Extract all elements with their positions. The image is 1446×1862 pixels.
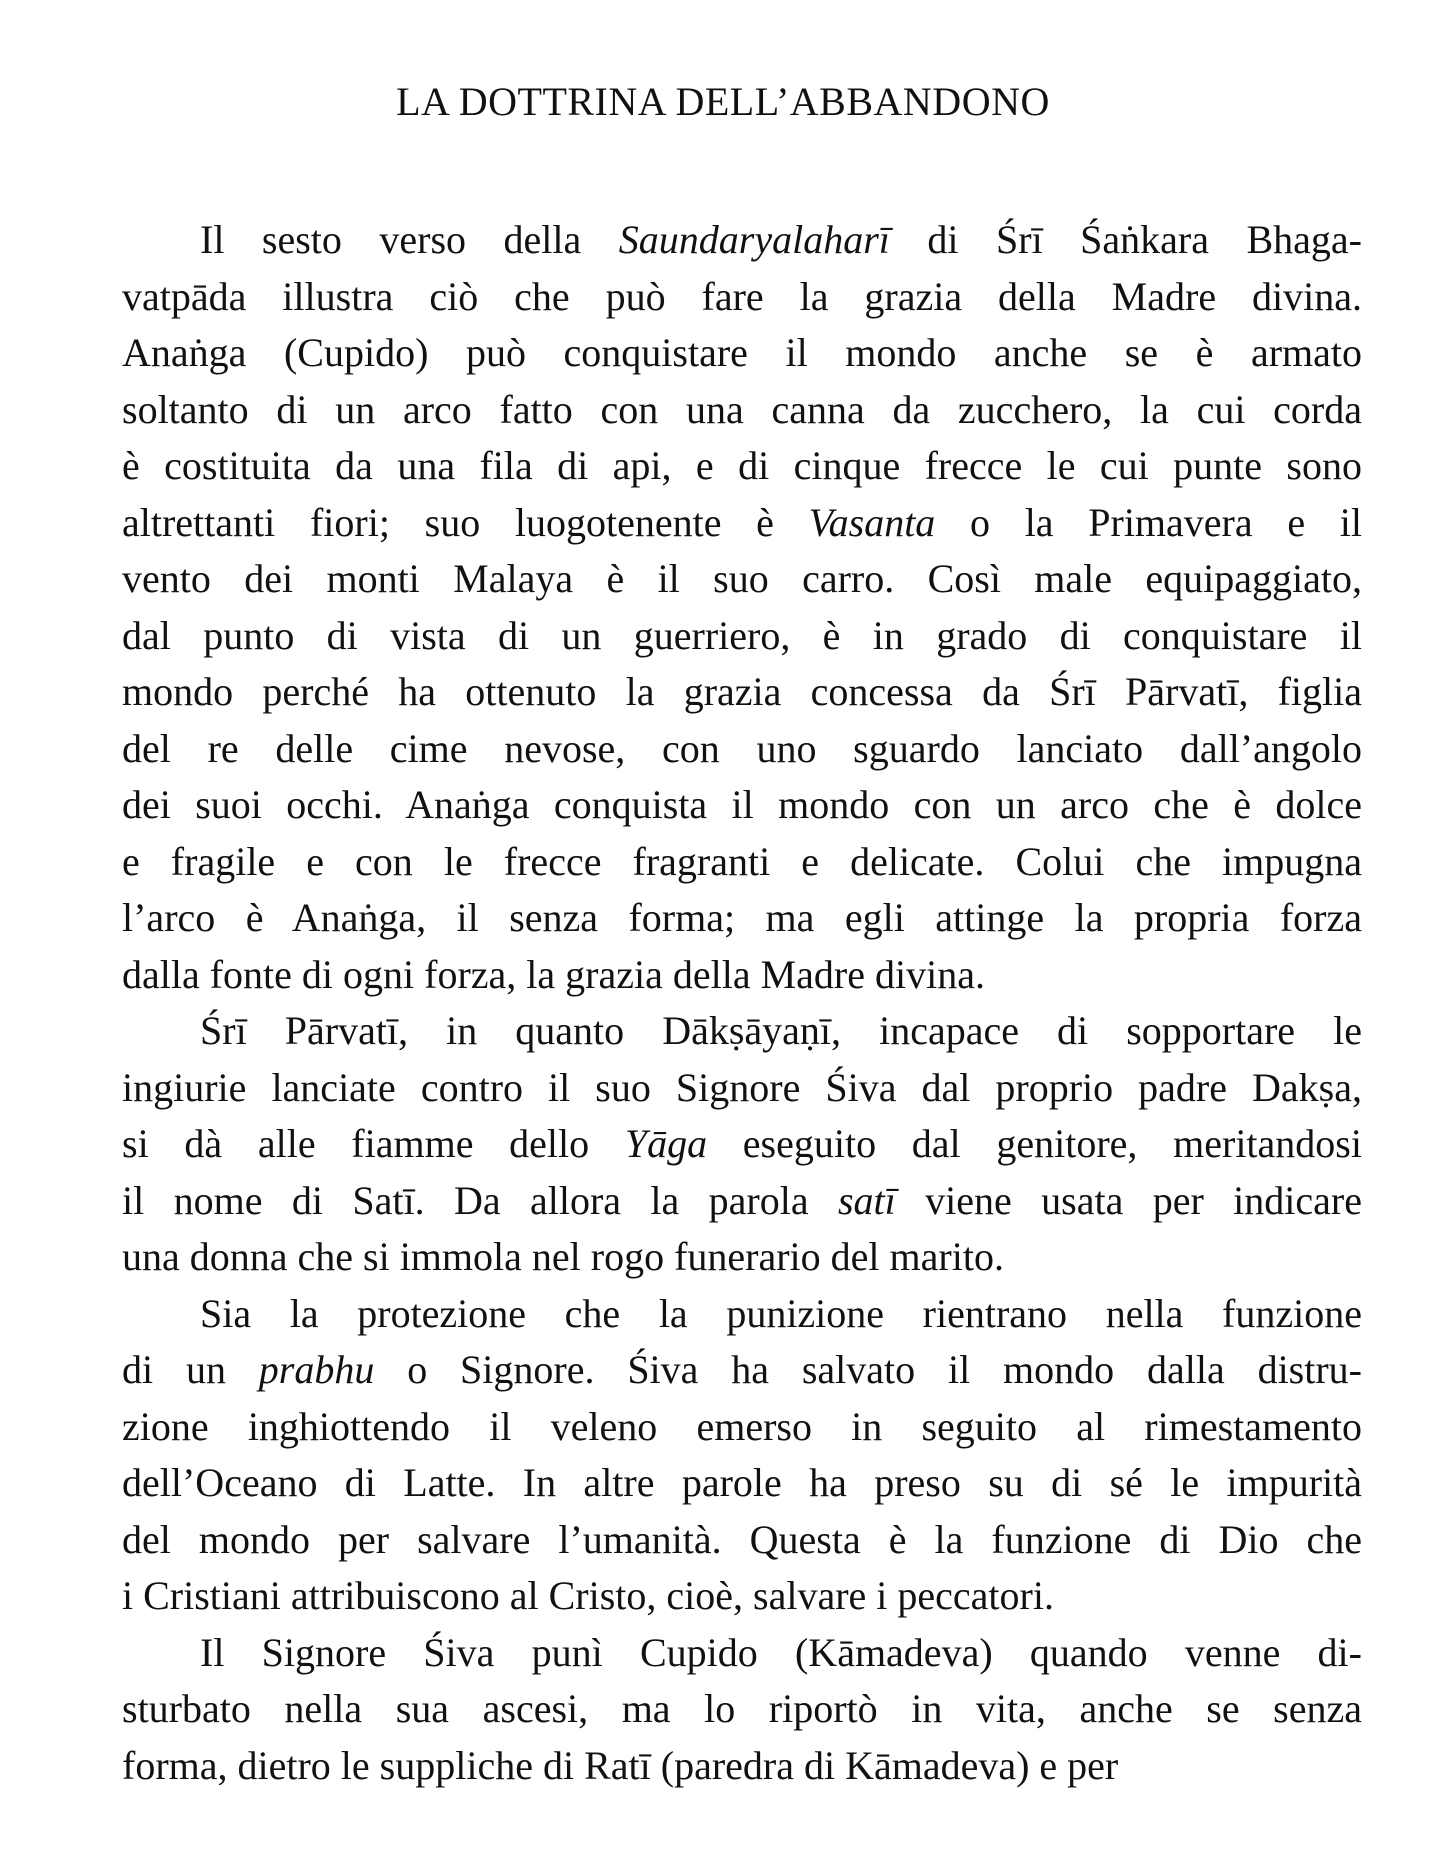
text-segment: dei suoi occhi. Anaṅga conquista il mondo con un arco che è dolce xyxy=(122,782,1362,827)
text-segment: soltanto di un arco fatto con una canna da zucchero, la cui corda xyxy=(122,386,1362,432)
text-segment: dal punto di vista di un guerriero, è in grado di conquistare il xyxy=(122,612,1362,658)
text-line xyxy=(122,1173,1362,1230)
paragraph xyxy=(122,1625,1362,1795)
italic-term: prabhu xyxy=(258,1347,375,1392)
text-segment: viene usata per indicare xyxy=(895,1177,1362,1223)
text-line xyxy=(122,947,1362,1004)
paragraph xyxy=(122,1003,1362,1286)
text-segment: l’arco è Anaṅga, il senza forma; ma egli attinge la propria forza xyxy=(122,895,1362,940)
text-line xyxy=(122,1738,1362,1795)
text-line xyxy=(122,777,1362,834)
text-segment: Sia la protezione che la punizione rientrano nella funzione xyxy=(200,1290,1362,1336)
text-line xyxy=(122,608,1362,665)
text-line xyxy=(122,1681,1362,1738)
text-segment: altrettanti fiori; suo luogotenente è xyxy=(122,499,809,545)
text-segment: o la Primavera e il xyxy=(935,499,1362,545)
text-segment: o Signore. Śiva ha salvato il mondo dalla distru- xyxy=(374,1347,1363,1392)
text-segment: vento dei monti Malaya è il suo carro. Così male equipaggiato, xyxy=(122,556,1362,601)
text-segment: e fragile e con le frecce fragranti e delicate. Colui che impugna xyxy=(122,838,1362,884)
text-segment: Śrī Pārvatī, in quanto Dākṣāyaṇī, incapace di sopportare le xyxy=(200,1008,1362,1053)
paragraph xyxy=(122,1286,1362,1625)
text-segment: i Cristiani attribuiscono al Cristo, cioè, salvare i peccatori. xyxy=(122,1573,1054,1618)
text-line xyxy=(122,1625,1362,1682)
text-line xyxy=(122,1455,1362,1512)
text-line xyxy=(122,212,1362,269)
text-segment: dalla fonte di ogni forza, la grazia della Madre divina. xyxy=(122,951,985,997)
text-line xyxy=(122,495,1362,552)
text-segment: sturbato nella sua ascesi, ma lo riportò in vita, anche se senza xyxy=(122,1686,1362,1731)
text-segment: una donna che si immola nel rogo funerario del marito. xyxy=(122,1234,1004,1279)
text-line xyxy=(122,834,1362,891)
text-segment: forma, dietro le suppliche di Ratī (paredra di Kāmadeva) e per xyxy=(122,1742,1119,1788)
text-line xyxy=(122,1399,1362,1456)
text-segment: Il sesto verso della xyxy=(200,217,619,262)
text-segment: zione inghiottendo il veleno emerso in seguito al rimestamento xyxy=(122,1403,1362,1449)
text-line xyxy=(122,438,1362,495)
text-segment: mondo perché ha ottenuto la grazia concessa da Śrī Pārvatī, figlia xyxy=(122,669,1362,714)
text-segment: si dà alle fiamme dello xyxy=(122,1121,625,1166)
text-line xyxy=(122,1116,1362,1173)
text-segment: vatpāda illustra ciò che può fare la grazia della Madre divina. xyxy=(122,273,1362,319)
text-segment: dell’Oceano di Latte. In altre parole ha preso su di sé le impurità xyxy=(122,1460,1362,1505)
text-line xyxy=(122,890,1362,947)
text-segment: Il Signore Śiva punì Cupido (Kāmadeva) quando venne di- xyxy=(200,1629,1362,1675)
paragraph xyxy=(122,212,1362,1003)
text-segment: Anaṅga (Cupido) può conquistare il mondo anche se è armato xyxy=(122,330,1362,375)
text-segment: del mondo per salvare l’umanità. Questa è la funzione di Dio che xyxy=(122,1516,1362,1562)
text-segment: eseguito dal genitore, meritandosi xyxy=(707,1121,1362,1166)
body-text xyxy=(122,212,1362,1794)
text-segment: di Śrī Śaṅkara Bhaga- xyxy=(889,217,1362,262)
italic-term: Vasanta xyxy=(808,499,936,545)
text-segment: di un xyxy=(122,1347,259,1392)
text-segment: è costituita da una fila di api, e di cinque frecce le cui punte sono xyxy=(122,443,1362,488)
text-line xyxy=(122,721,1362,778)
text-line xyxy=(122,1003,1362,1060)
text-segment: ingiurie lanciate contro il suo Signore Śiva dal proprio padre Dakṣa, xyxy=(122,1064,1362,1110)
text-segment: del re delle cime nevose, con uno sguardo lanciato dall’angolo xyxy=(122,725,1362,771)
italic-term: Saundaryalaharī xyxy=(618,217,890,262)
text-line xyxy=(122,269,1362,326)
text-line xyxy=(122,1512,1362,1569)
text-line xyxy=(122,325,1362,382)
text-line xyxy=(122,382,1362,439)
text-line xyxy=(122,1229,1362,1286)
italic-term: Yāga xyxy=(624,1121,708,1166)
text-line xyxy=(122,1568,1362,1625)
text-line xyxy=(122,664,1362,721)
text-line xyxy=(122,1286,1362,1343)
text-line xyxy=(122,551,1362,608)
text-line xyxy=(122,1060,1362,1117)
text-segment: il nome di Satī. Da allora la parola xyxy=(122,1177,838,1223)
text-line xyxy=(122,1342,1362,1399)
italic-term: satī xyxy=(837,1177,896,1223)
page-title: LA DOTTRINA DELL’ABBANDONO xyxy=(396,79,1050,124)
